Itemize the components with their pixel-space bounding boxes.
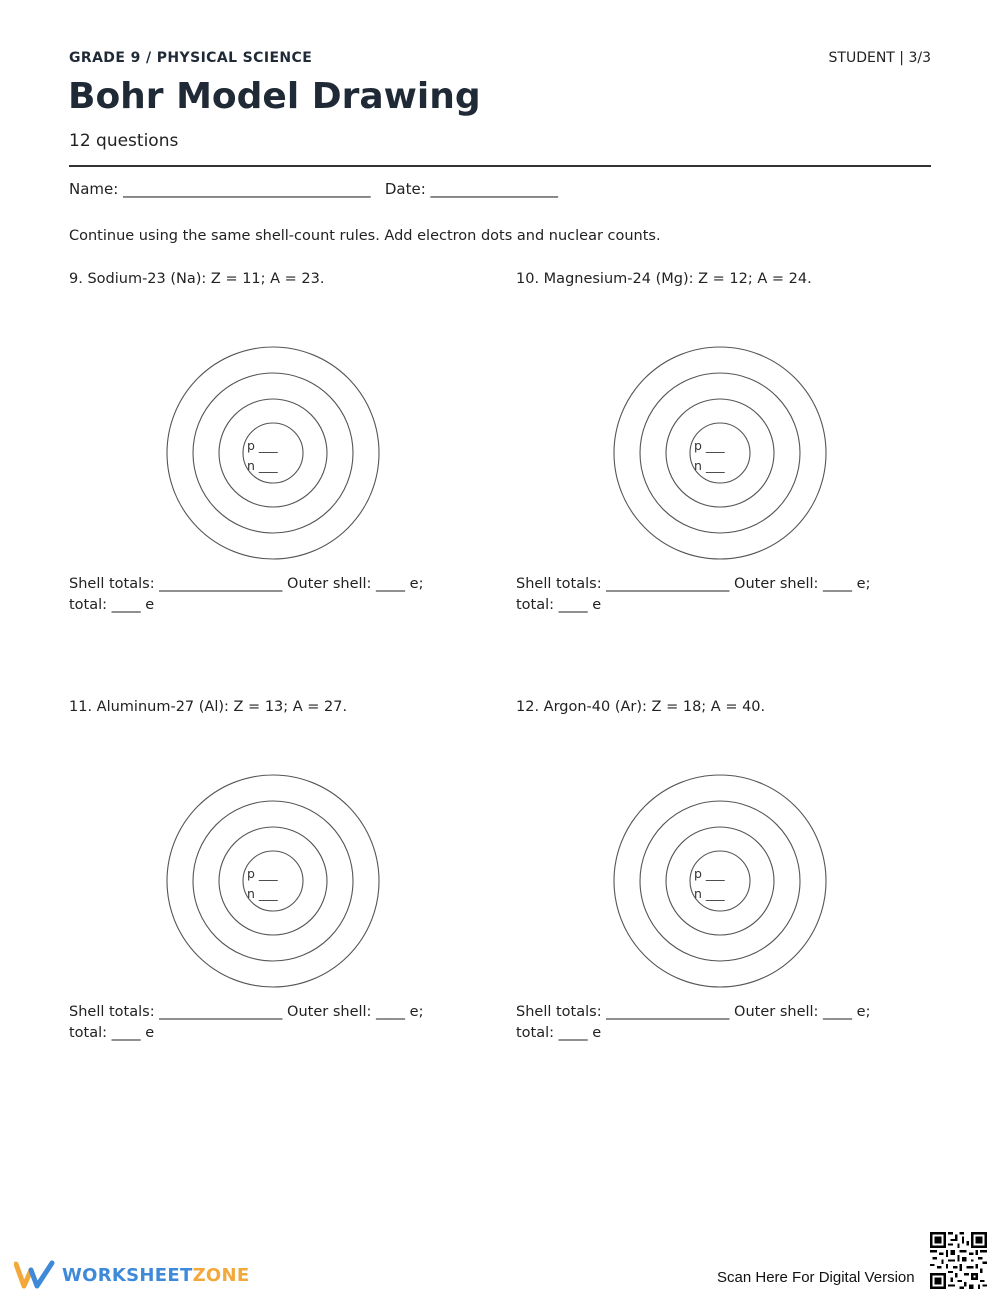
neutron-blank[interactable]: n ___ <box>694 886 725 901</box>
nucleus-ring <box>690 423 750 483</box>
shell-totals-line[interactable]: Shell totals: _________________ Outer shell: ____ e; total: ____ e <box>516 576 871 613</box>
question-label-12: 12. Argon-40 (Ar): Z = 18; A = 40. <box>516 699 766 715</box>
qr-code-icon[interactable] <box>930 1232 987 1289</box>
page-indicator: STUDENT | 3/3 <box>828 50 931 66</box>
neutron-blank[interactable]: n ___ <box>694 458 725 473</box>
shell-ring-3 <box>614 775 826 987</box>
logo-text-worksheet: WORKSHEET <box>62 1265 193 1286</box>
shell-ring-1 <box>666 827 774 935</box>
instructions-text: Continue using the same shell-count rules. Add electron dots and nuclear counts. <box>69 228 661 244</box>
shell-ring-2 <box>640 373 800 533</box>
shell-ring-1 <box>219 827 327 935</box>
shell-ring-3 <box>614 347 826 559</box>
nucleus-ring <box>690 851 750 911</box>
shell-totals-line[interactable]: Shell totals: _________________ Outer shell: ____ e; total: ____ e <box>69 1004 424 1041</box>
scan-instruction: Scan Here For Digital Version <box>717 1269 915 1286</box>
proton-blank[interactable]: p ___ <box>694 438 725 453</box>
shell-totals-line[interactable]: Shell totals: _________________ Outer shell: ____ e; total: ____ e <box>516 1004 871 1041</box>
page-title: Bohr Model Drawing <box>68 76 481 117</box>
logo-text-zone: ZONE <box>192 1265 250 1286</box>
neutron-blank[interactable]: n ___ <box>247 458 278 473</box>
shell-ring-2 <box>193 373 353 533</box>
bohr-diagram-sodium[interactable] <box>165 345 381 561</box>
question-label-9: 9. Sodium-23 (Na): Z = 11; A = 23. <box>69 271 325 287</box>
neutron-blank[interactable]: n ___ <box>247 886 278 901</box>
shell-ring-3 <box>167 775 379 987</box>
shell-ring-1 <box>666 399 774 507</box>
nucleus-ring <box>243 423 303 483</box>
shell-totals-line[interactable]: Shell totals: _________________ Outer shell: ____ e; total: ____ e <box>69 576 424 613</box>
question-label-10: 10. Magnesium-24 (Mg): Z = 12; A = 24. <box>516 271 812 287</box>
proton-blank[interactable]: p ___ <box>694 866 725 881</box>
name-date-fields[interactable]: Name: _________________________________ Date: _________________ <box>69 180 559 198</box>
proton-blank[interactable]: p ___ <box>247 438 278 453</box>
shell-ring-2 <box>193 801 353 961</box>
bohr-diagram-argon[interactable] <box>612 773 828 989</box>
header-divider <box>69 165 931 167</box>
worksheetzone-logo-icon <box>14 1260 56 1290</box>
proton-blank[interactable]: p ___ <box>247 866 278 881</box>
nucleus-ring <box>243 851 303 911</box>
shell-ring-2 <box>640 801 800 961</box>
shell-ring-1 <box>219 399 327 507</box>
shell-ring-3 <box>167 347 379 559</box>
bohr-diagram-magnesium[interactable] <box>612 345 828 561</box>
grade-subject-label: GRADE 9 / PHYSICAL SCIENCE <box>69 50 313 66</box>
question-label-11: 11. Aluminum-27 (Al): Z = 13; A = 27. <box>69 699 348 715</box>
bohr-diagram-aluminum[interactable] <box>165 773 381 989</box>
worksheetzone-logo[interactable] <box>62 1265 250 1286</box>
question-count: 12 questions <box>69 131 179 151</box>
